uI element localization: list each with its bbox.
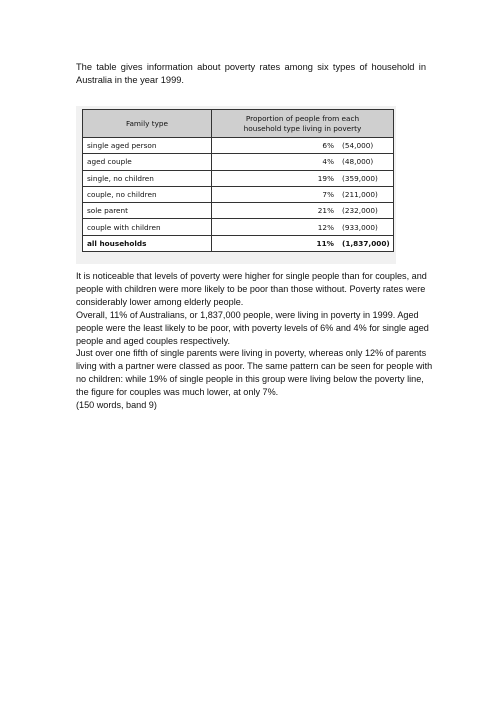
total-percent-value: 11% bbox=[316, 238, 334, 248]
header-proportion-line1: Proportion of people from each bbox=[245, 113, 360, 123]
table-total-row bbox=[83, 235, 394, 251]
family-cell: single, no children bbox=[83, 170, 212, 186]
word-count-note: (150 words, band 9) bbox=[76, 400, 157, 411]
table-row bbox=[83, 170, 394, 186]
header-proportion-line2: household type living in poverty bbox=[243, 123, 362, 133]
header-proportion bbox=[212, 110, 394, 138]
table-row bbox=[83, 138, 394, 154]
proportion-cell bbox=[212, 219, 394, 235]
total-family-cell: all households bbox=[83, 235, 212, 251]
count-value: (933,000) bbox=[342, 222, 378, 232]
poverty-table-image bbox=[76, 106, 396, 264]
count-value: (54,000) bbox=[342, 141, 374, 151]
proportion-cell bbox=[212, 186, 394, 202]
proportion-cell bbox=[212, 170, 394, 186]
header-family-type: Family type bbox=[83, 110, 212, 138]
table-header-row bbox=[83, 110, 394, 138]
percent-value: 6% bbox=[322, 141, 334, 151]
percent-value: 4% bbox=[322, 157, 334, 167]
count-value: (359,000) bbox=[342, 173, 378, 183]
family-cell: couple, no children bbox=[83, 186, 212, 202]
poverty-table bbox=[82, 109, 394, 252]
intro-text: The table gives information about poverty rates among six types of household in Australia in the year 1999. bbox=[76, 62, 426, 86]
count-value: (48,000) bbox=[342, 157, 374, 167]
family-cell: aged couple bbox=[83, 154, 212, 170]
family-cell: single aged person bbox=[83, 138, 212, 154]
essay-paragraph: It is noticeable that levels of poverty were higher for single people than for couples, and people with children were more likely to be poor than those without. Poverty rates were considerably lower among elderly people. bbox=[76, 271, 427, 307]
total-proportion-cell bbox=[212, 235, 394, 251]
percent-value: 7% bbox=[322, 190, 334, 200]
essay-paragraph: Overall, 11% of Australians, or 1,837,000 people, were living in poverty in 1999. Aged people were the least likely to be poor, with poverty levels of 6% and 4% for single aged people and aged couples respectively. bbox=[76, 309, 429, 346]
proportion-cell bbox=[212, 203, 394, 219]
percent-value: 19% bbox=[317, 173, 334, 183]
percent-value: 21% bbox=[317, 206, 334, 216]
count-value: (232,000) bbox=[342, 206, 378, 216]
family-cell: sole parent bbox=[83, 203, 212, 219]
table-row bbox=[83, 203, 394, 219]
essay-paragraph: Just over one fifth of single parents were living in poverty, whereas only 12% of parents living with a partner were classed as poor. The same pattern can be seen for people with no children: while 19% of single people in this group were living below the poverty line, the figure for couples was much lower, at only 7%. bbox=[76, 348, 433, 398]
family-cell: couple with children bbox=[83, 219, 212, 235]
percent-value: 12% bbox=[317, 222, 334, 232]
count-value: (211,000) bbox=[342, 190, 378, 200]
table-row bbox=[83, 154, 394, 170]
table-row bbox=[83, 219, 394, 235]
proportion-cell bbox=[212, 154, 394, 170]
total-count-value: (1,837,000) bbox=[342, 238, 390, 248]
essay-body bbox=[76, 270, 436, 412]
proportion-cell bbox=[212, 138, 394, 154]
table-row bbox=[83, 186, 394, 202]
